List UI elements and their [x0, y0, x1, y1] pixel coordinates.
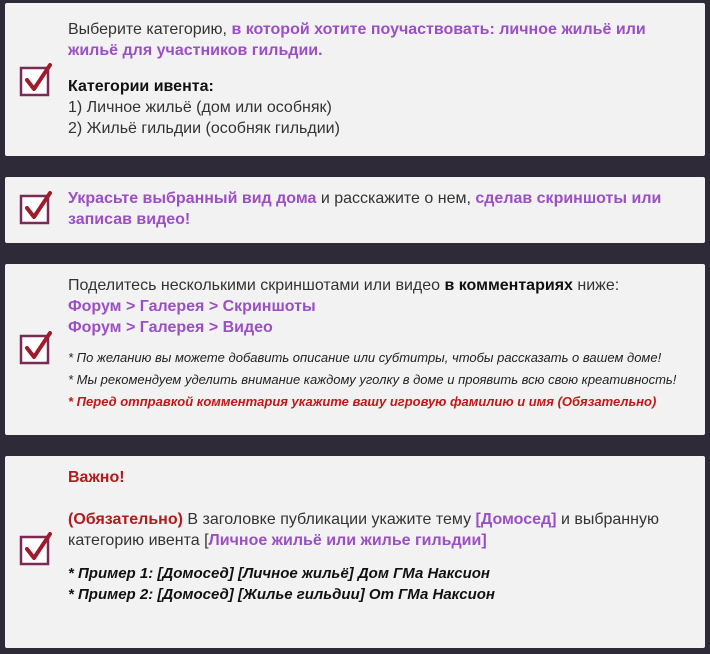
checkbox-checked-icon [19, 63, 53, 97]
category-instruction [68, 19, 693, 61]
note-required-name: * Перед отправкой комментария укажите вашу игровую фамилию и имя (Обязательно) [68, 394, 657, 409]
checkbox-checked-icon [19, 191, 53, 225]
decorate-instruction [68, 188, 693, 230]
categories-title: Категории ивента: [68, 78, 214, 95]
important-heading: Важно! [68, 469, 125, 486]
share-text-end: ниже: [572, 277, 620, 294]
instruction-highlight: в которой хотите поучаствовать: личное жильё или жильё для участников гильдии. [68, 21, 646, 59]
note-description: * По желанию вы можете добавить описание или субтитры, чтобы рассказать о вашем доме! [68, 350, 662, 365]
title-text-2: и выбранную категорию ивента [ [68, 511, 659, 549]
title-text: В заголовке публикации укажите тему [182, 511, 476, 528]
title-instruction [68, 509, 693, 551]
example-1: * Пример 1: [Домосед] [Личное жильё] Дом ГМа Наксион [68, 565, 490, 582]
step-card-share [5, 264, 705, 435]
share-text: Поделитесь несколькими скриншотами или видео [68, 277, 445, 294]
checkbox-checked-icon [19, 331, 53, 365]
note-creativity: * Мы рекомендуем уделить внимание каждому уголку в доме и проявить всю свою креативность! [68, 372, 677, 387]
link-forum-screenshots[interactable]: Форум > Галерея > Скриншоты [68, 298, 316, 315]
decorate-highlight: Украсьте выбранный вид дома [68, 190, 317, 207]
step-card-category [5, 3, 705, 156]
link-forum-video[interactable]: Форум > Галерея > Видео [68, 319, 273, 336]
decorate-text: и расскажите о нем, [316, 190, 476, 207]
share-instruction [68, 275, 693, 296]
step-card-important [5, 456, 705, 648]
example-2: * Пример 2: [Домосед] [Жилье гильдии] От ГМа Наксион [68, 586, 495, 603]
share-bold: в комментариях [444, 277, 573, 294]
required-label: (Обязательно) [68, 511, 183, 528]
decorate-highlight-2: сделав скриншоты или записав видео! [68, 190, 662, 228]
tag-domosed: [Домосед] [475, 511, 557, 528]
instruction-text: Выберите категорию, [68, 21, 232, 38]
tag-category: Личное жильё или жилье гильдии] [208, 532, 487, 549]
category-item-personal: 1) Личное жильё (дом или особняк) [68, 99, 332, 116]
step-card-decorate [5, 177, 705, 243]
checkbox-checked-icon [19, 532, 53, 566]
category-item-guild: 2) Жильё гильдии (особняк гильдии) [68, 120, 340, 137]
